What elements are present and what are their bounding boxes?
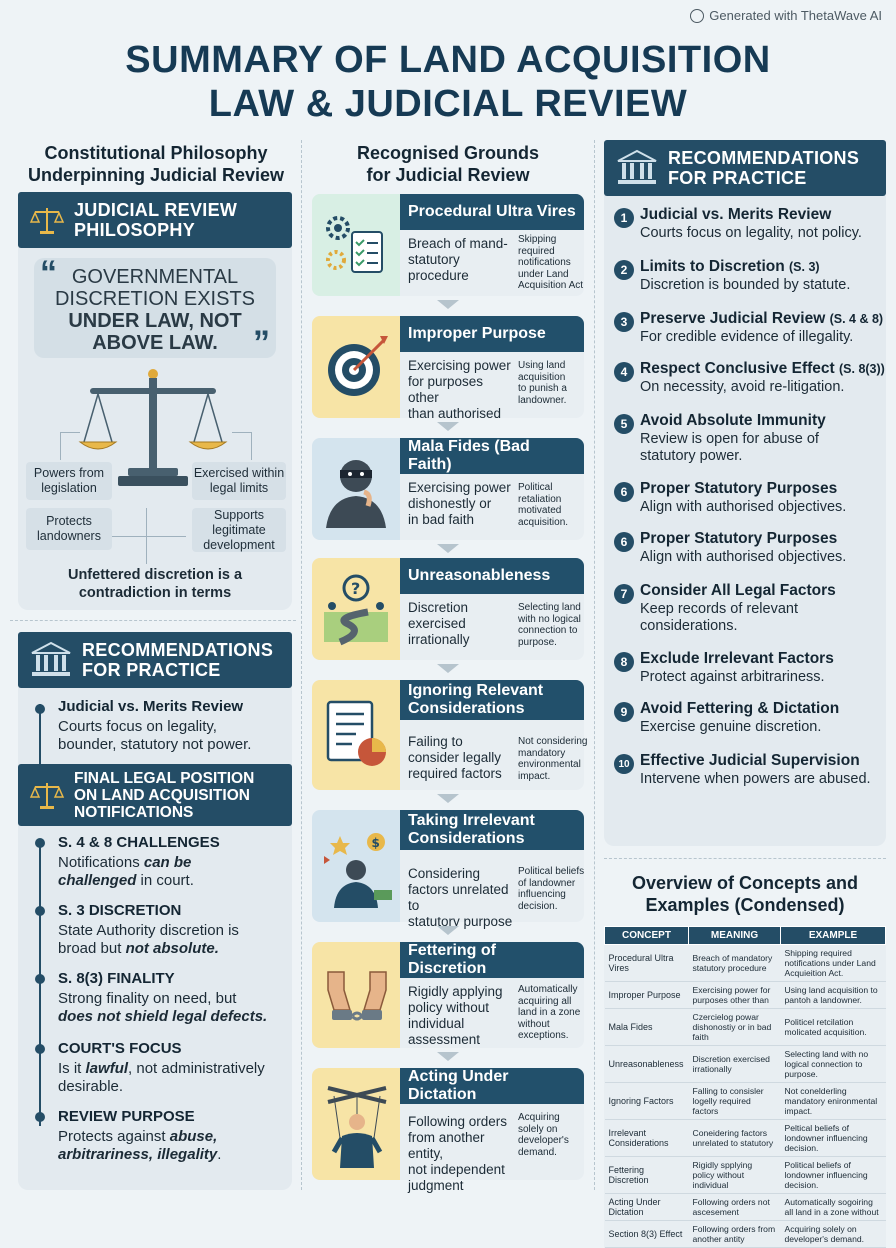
ground-description: Rigidly applying policy without individual assessment xyxy=(408,984,503,1047)
final-position-header: FINAL LEGAL POSITION ON LAND ACQUISITION NOTIFICATIONS xyxy=(18,764,292,826)
ground-example: Political retaliation motivated acquisition. xyxy=(518,482,569,528)
scales-icon xyxy=(30,205,64,235)
column-header: EXAMPLE xyxy=(781,927,886,945)
ground-card-dictation xyxy=(312,1068,584,1193)
masked-figure-icon xyxy=(320,450,392,530)
document-icon xyxy=(322,698,392,774)
ground-description: Exercising power for purposes other than authorised xyxy=(408,358,511,421)
final-item-text: Notifications can be challenged in court. xyxy=(58,854,194,889)
final-item-title: S. 3 DISCRETION xyxy=(58,902,182,919)
scales-icon xyxy=(30,780,64,810)
page-title: SUMMARY OF LAND ACQUISITION LAW & JUDICIAL REVIEW xyxy=(125,39,771,125)
column-header: CONCEPT xyxy=(605,927,689,945)
ground-card-improper xyxy=(312,316,584,421)
close-quote-icon: ” xyxy=(253,324,270,362)
chained-fists-icon xyxy=(320,960,394,1036)
final-item-text: Protects against abuse, arbitrariness, illegality. xyxy=(58,1128,222,1163)
ground-description: Following orders from another entity, not independent judgment xyxy=(408,1114,508,1193)
ground-example: Selecting land with no logical connection to purpose. xyxy=(518,602,581,648)
ground-card-procedural xyxy=(312,194,584,296)
svg-text:$: $ xyxy=(371,836,380,850)
ground-title: Taking Irrelevant Considerations xyxy=(400,810,584,850)
left-column-title: Constitutional Philosophy Underpinning Judicial Review xyxy=(27,143,285,185)
courthouse-icon xyxy=(30,641,72,679)
ground-description: Exercising power dishonestly or in bad faith xyxy=(408,480,511,527)
ground-description: Considering factors unrelated to statutory purpose xyxy=(408,866,513,929)
left-recommendations-panel xyxy=(18,632,292,1190)
ground-title: Procedural Ultra Vires xyxy=(400,194,584,230)
ground-example: Automatically acquiring all land in a zone without exceptions. xyxy=(518,984,581,1041)
final-item-text: Strong finality on need, but does not shield legal defects. xyxy=(58,990,268,1025)
svg-text:?: ? xyxy=(351,579,361,598)
rec-item-title: Judicial vs. Merits Review xyxy=(58,698,244,715)
ground-title: Fettering of Discretion xyxy=(400,942,584,978)
ground-description: Failing to consider legally required factors xyxy=(408,734,502,781)
final-item-title: S. 4 & 8 CHALLENGES xyxy=(58,834,220,851)
ground-title: Improper Purpose xyxy=(400,316,584,352)
ground-title: Mala Fides (Bad Faith) xyxy=(400,438,584,474)
recommendations-header: RECOMMENDATIONS FOR PRACTICE xyxy=(604,140,886,196)
ground-card-irrelevant xyxy=(312,810,585,929)
table-row: Mala Fides Czercielog powar dishonostiy or in bad faith Politicel retcilation molicated acquisition. xyxy=(605,1009,886,1046)
ground-title: Ignoring Relevant Considerations xyxy=(400,680,584,720)
ground-description: Breach of mand- statutory procedure xyxy=(408,236,508,283)
table-row: Section 8(3) Effect Following orders from another antity Acquiring solely on developer's demand. xyxy=(605,1221,886,1248)
ground-description: Discretion exercised irrationally xyxy=(408,600,470,647)
concept-label: Protects landowners xyxy=(26,508,112,550)
rec-item-text: Courts focus on legality, bounder, statutory not power. xyxy=(58,718,252,753)
table-row: Ignoring Factors Falling to consisler logelly required factors Not conelderling mandatory enironmental impact. xyxy=(605,1083,886,1120)
distractions-figure-icon xyxy=(320,830,394,910)
concept-label: Exercised within legal limits xyxy=(192,462,286,500)
ground-example: Not considering mandatory environmental impact. xyxy=(518,736,588,782)
target-icon xyxy=(322,332,392,402)
recommendations-header: RECOMMENDATIONS FOR PRACTICE xyxy=(18,632,292,688)
concept-label: Powers from legislation xyxy=(26,462,112,500)
final-item-title: REVIEW PURPOSE xyxy=(58,1108,195,1125)
chevron-down-icon xyxy=(437,794,459,803)
table-row: Procedural Ultra Vires Breach of mandatory statutory procedure Shipping required notifications under Land Acquieition Act. xyxy=(605,945,886,982)
chevron-down-icon xyxy=(437,664,459,673)
philosophy-footer: Unfettered discretion is a contradiction in terms xyxy=(67,567,243,601)
philosophy-header: JUDICIAL REVIEW PHILOSOPHY xyxy=(18,192,292,248)
chevron-down-icon xyxy=(437,926,459,935)
ground-title: Acting Under Dictation xyxy=(400,1068,584,1104)
middle-column-title: Recognised Grounds for Judicial Review xyxy=(356,143,540,185)
table-row: Fettering Discretion Rigidly spplying policy without individual Political beliefs of londowner influencing decision. xyxy=(605,1157,886,1194)
ground-card-ignoring-relevant xyxy=(312,680,588,790)
ground-card-unreasonableness xyxy=(312,558,584,660)
right-recommendations-panel: RECOMMENDATIONS FOR PRACTICE 1 Judicial vs. Merits Review Courts focus on legality, not policy. 2 Limits to Discretion (S. 3) Discretion is bounded by statute. 3 Preserve Judicial Review (S. 4 & 8) For credible evidence of illegality. 4 Respect Conclusive Effect (S. 8(3)) On necessity, avoid re-litigation. 5 Avoid Absolute Immunity Review is open for abuse of statutory power. 6 Proper Statutory Purposes Align with authorised objectives. 6 Proper Statutory Purposes Align with authorised objectives. 7 Consider All Legal Factors Keep records of relevant considerations. 8 Exclude Irrelevant Factors Protect against arbitrariness. 9 Avoid Fettering & Dictation Exercise genuine discretion. 10 Effective Judicial Supervision Intervene when powers are abused. xyxy=(604,140,886,846)
bullet-icon xyxy=(35,906,45,916)
ground-example: Acquiring solely on developer's demand. xyxy=(518,1112,569,1158)
open-quote-icon: “ xyxy=(40,254,57,292)
thetawave-logo-icon xyxy=(690,9,704,23)
bullet-icon xyxy=(35,974,45,984)
chevron-down-icon xyxy=(437,300,459,309)
column-divider xyxy=(301,140,302,1190)
table-row: Acting Under Dictation Following orders not ascesement Automatically sogoiring all land in a zone without xyxy=(605,1194,886,1221)
ground-title: Unreasonableness xyxy=(400,558,584,594)
overview-table xyxy=(604,926,886,1248)
brand-watermark xyxy=(690,8,882,23)
bullet-icon xyxy=(35,1044,45,1054)
final-item-text: State Authority discretion is broad but not absolute. xyxy=(58,922,239,957)
ground-example: Skipping required notifications under Land Acquisition Act xyxy=(518,234,584,291)
table-row: Improper Purpose Exercising power for purposes other than Using land acquisition to pantoh a landowner. xyxy=(605,982,886,1009)
bullet-icon xyxy=(35,1112,45,1122)
overview-title: Overview of Concepts and Examples (Condensed) xyxy=(631,873,859,915)
courthouse-icon xyxy=(616,149,658,187)
philosophy-panel xyxy=(18,192,292,610)
gears-checklist-icon xyxy=(320,208,392,280)
chevron-down-icon xyxy=(437,544,459,553)
brand-text: Generated with ThetaWave AI xyxy=(709,8,882,23)
final-item-text: Is it lawful, not administratively desirable. xyxy=(58,1060,265,1095)
concept-label: Supports legitimate development xyxy=(192,508,286,552)
chevron-down-icon xyxy=(437,422,459,431)
puppet-icon xyxy=(320,1080,394,1170)
bullet-icon xyxy=(35,704,45,714)
column-header: MEANING xyxy=(689,927,781,945)
column-divider xyxy=(594,140,595,1190)
table-row: Unreasonableness Discretion exercised irrationally Selecting land with no logical connection to purpose. xyxy=(605,1046,886,1083)
ground-example: Using land acquisition to punish a landowner. xyxy=(518,360,567,406)
philosophy-quote: “ ” GOVERNMENTAL DISCRETION EXISTS UNDER LAW, NOT ABOVE LAW. xyxy=(34,258,276,358)
final-item-title: COURT'S FOCUS xyxy=(58,1040,182,1057)
ground-card-fettering xyxy=(312,942,584,1048)
table-row: Irrelevant Considerations Coneidering factors unrelated to statutory Peltical beliefs of londowner influencing decision. xyxy=(605,1120,886,1157)
bullet-icon xyxy=(35,838,45,848)
ground-example: Political beliefs of landowner influencing decision. xyxy=(518,866,585,912)
chevron-down-icon xyxy=(437,1052,459,1061)
final-item-title: S. 8(3) FINALITY xyxy=(58,970,175,987)
winding-road-icon xyxy=(320,572,392,648)
ground-card-mala-fides xyxy=(312,438,584,540)
